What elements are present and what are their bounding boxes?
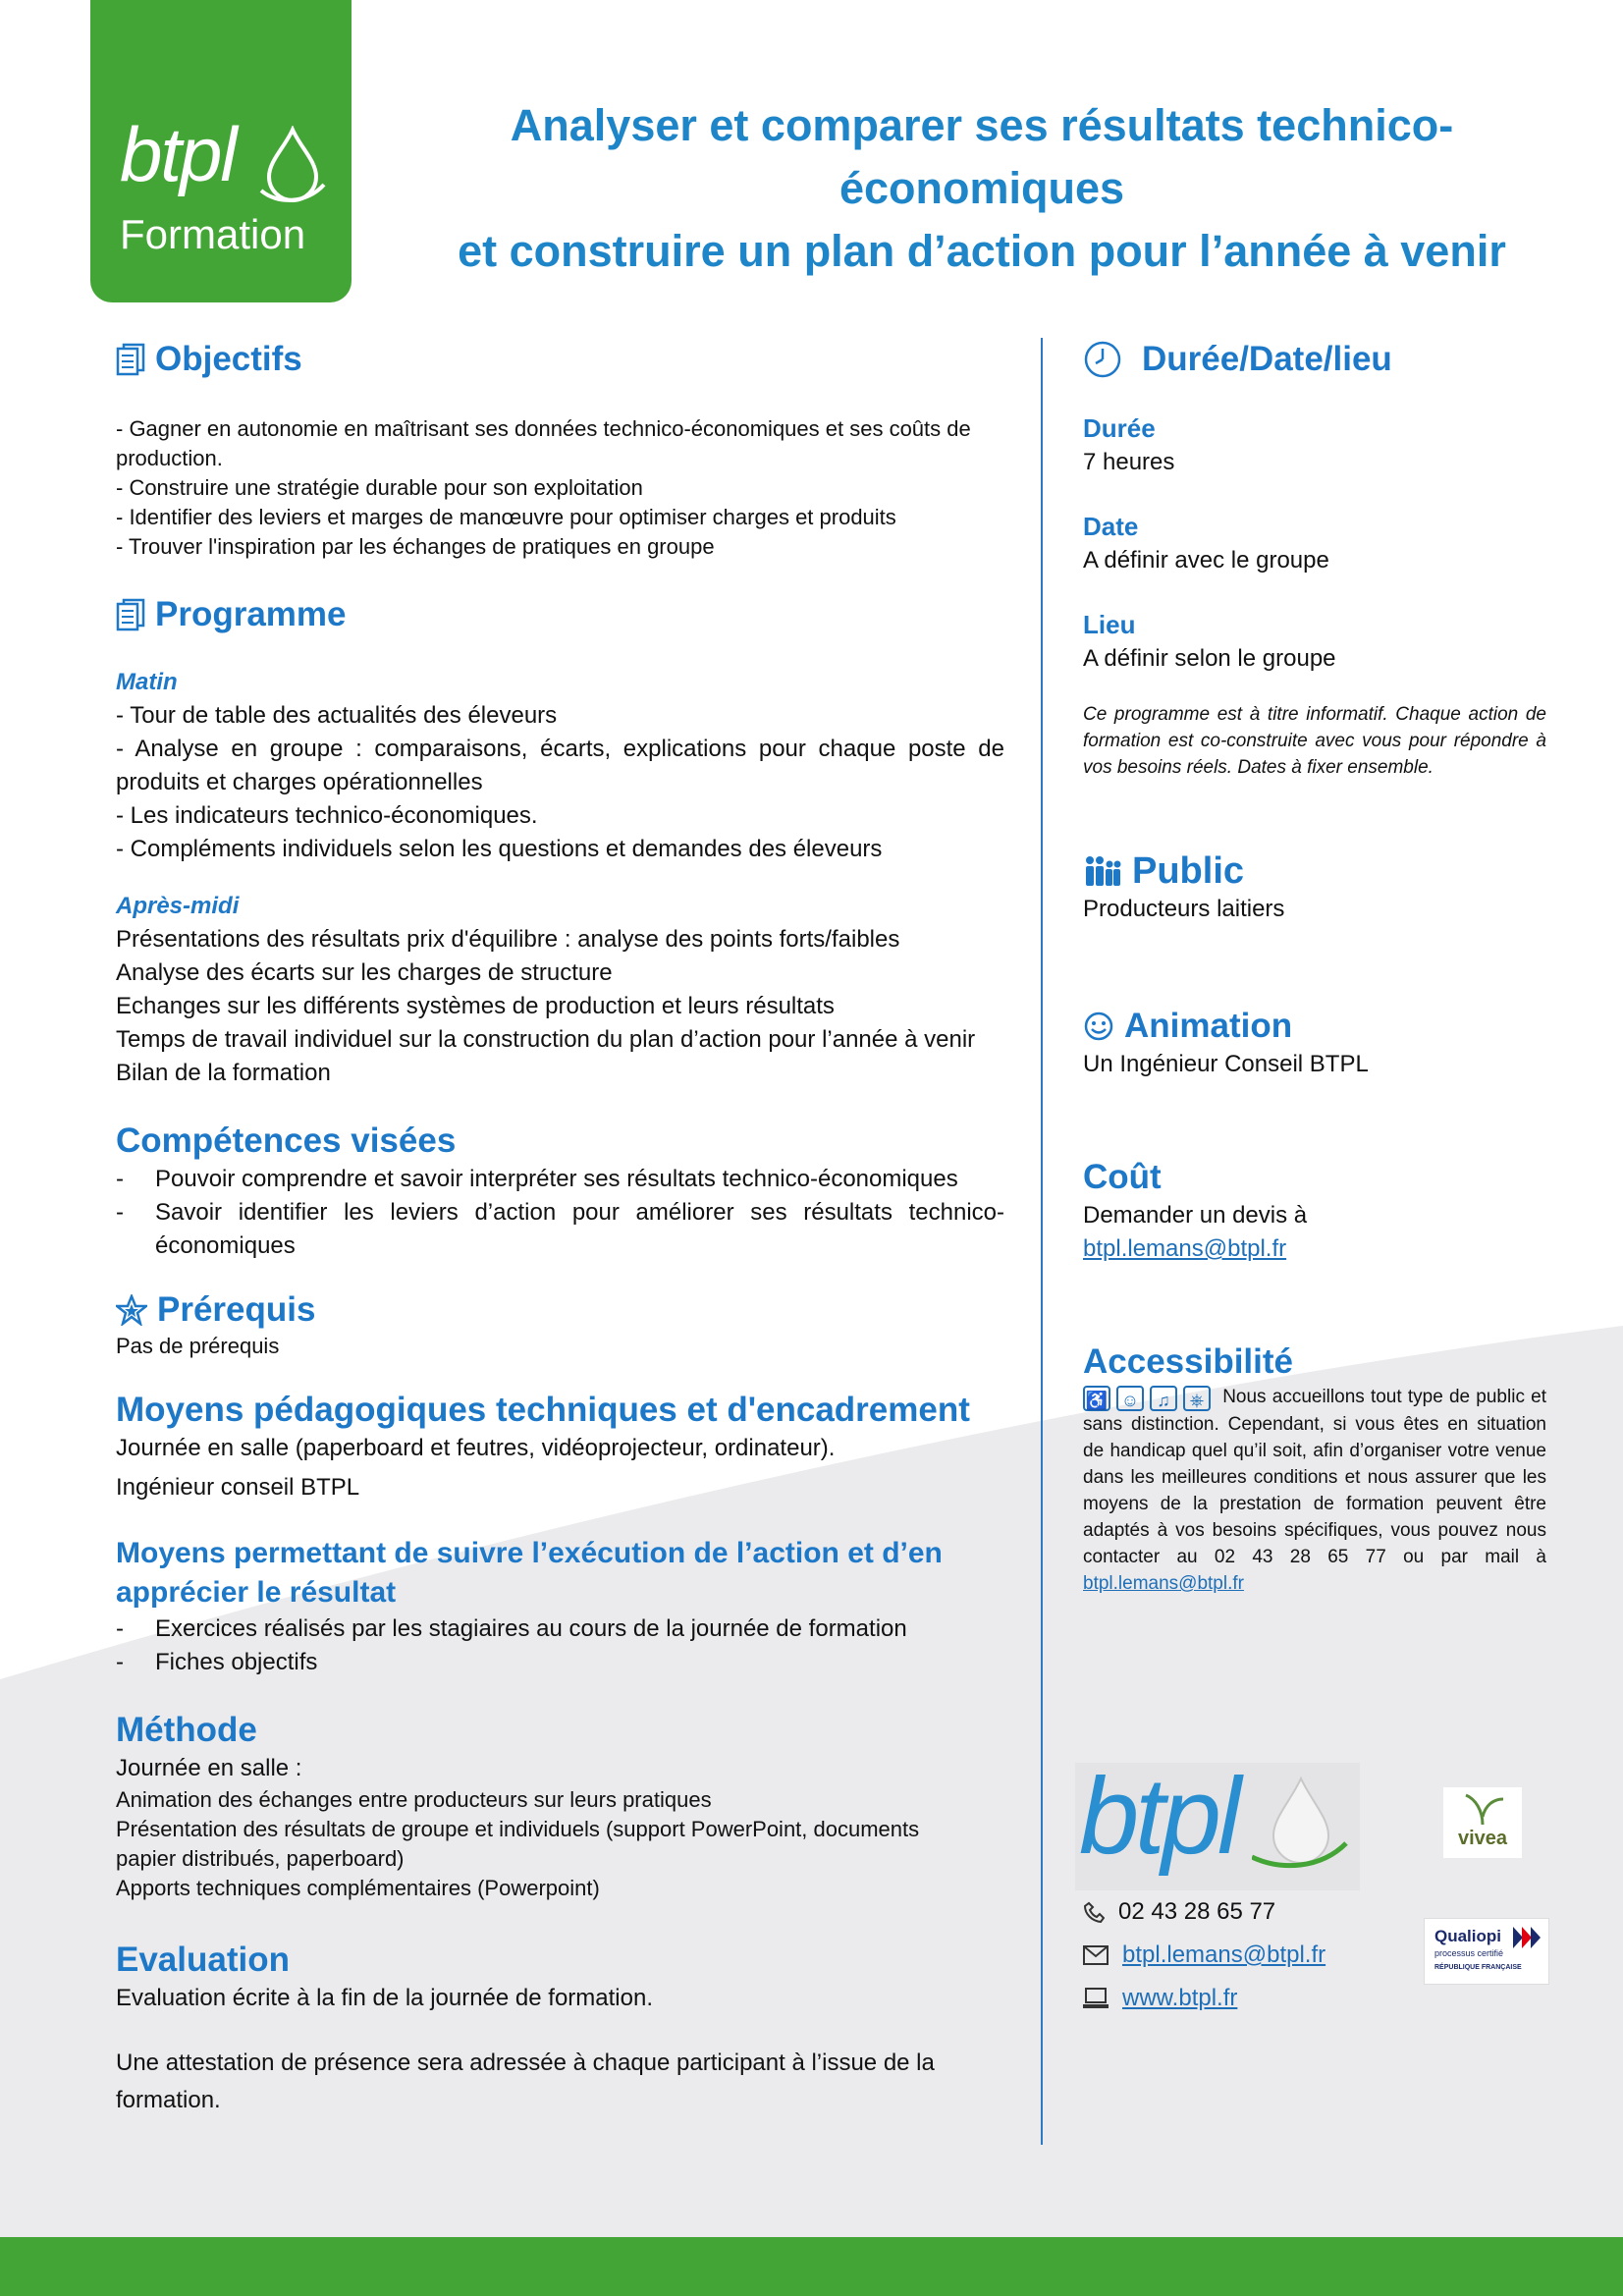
public-value: Producteurs laitiers <box>1083 896 1285 922</box>
qualiopi-subtext: processus certifié <box>1434 1948 1504 1958</box>
evaluation-heading <box>116 1939 1004 1982</box>
footer-bar <box>0 2237 1623 2296</box>
duree-heading <box>1083 338 1546 381</box>
objectif-item: - Trouver l'inspiration par les échanges de pratiques en groupe <box>116 534 715 559</box>
document-icon <box>116 598 145 631</box>
leaf-icon <box>1458 1787 1507 1827</box>
duree-heading-text: Durée/Date/lieu <box>1142 340 1392 378</box>
drop-icon <box>257 126 328 204</box>
accessibilite-heading-text: Accessibilité <box>1083 1342 1293 1381</box>
ear-icon: ⎈ <box>1183 1386 1211 1411</box>
suivi-item: - Exercices réalisés par les stagiaires au cours de la journée de formation <box>116 1613 1004 1646</box>
methode-heading-text: Méthode <box>116 1711 257 1749</box>
btpl-logo <box>1075 1756 1360 1890</box>
competence-item: - Pouvoir comprendre et savoir interpréter ses résultats technico-économiques <box>116 1163 1004 1196</box>
methode-item: Animation des échanges entre producteurs sur leurs pratiques <box>116 1787 712 1812</box>
cout-line: Demander un devis à <box>1083 1202 1308 1229</box>
lieu-value: A définir selon le groupe <box>1083 645 1336 672</box>
qualiopi-logo <box>1424 1918 1549 1985</box>
contact-email-link[interactable]: btpl.lemans@btpl.fr <box>1122 1941 1326 1968</box>
evaluation-heading-text: Evaluation <box>116 1941 290 1979</box>
vivea-text: vivea <box>1457 1828 1508 1849</box>
matin-list <box>116 699 1004 866</box>
matin-label: Matin <box>116 669 178 695</box>
methode-heading <box>116 1709 1004 1752</box>
duree-label: Durée <box>1083 413 1156 443</box>
accessibilite-text: Nous accueillons tout type de public et sans distinction. Cependant, si vous êtes en situation de handicap quel qu’il soit, afin d’organiser votre venue dans les meilleures conditions et nous assurer que les moyens de la prestation de formation peuvent être adaptés à vos besoins spécifiques, vous pouvez nous contacter au 02 43 28 65 77 ou par mail à <box>1083 1387 1546 1567</box>
column-divider <box>1041 338 1043 2145</box>
competences-heading <box>116 1120 1004 1163</box>
title-line-1: Analyser et comparer ses résultats technico-économiques <box>510 100 1454 213</box>
objectif-item: - Gagner en autonomie en maîtrisant ses données technico-économiques et ses coûts de production. <box>116 416 971 470</box>
objectifs-heading <box>116 338 1004 381</box>
cout-email-link[interactable]: btpl.lemans@btpl.fr <box>1083 1235 1287 1262</box>
website-row <box>1083 1977 1325 2020</box>
drop-icon <box>1252 1773 1350 1881</box>
animation-value: Un Ingénieur Conseil BTPL <box>1083 1051 1369 1077</box>
cout-heading <box>1083 1156 1546 1199</box>
moyens-heading <box>116 1389 1004 1432</box>
competence-item: - Savoir identifier les leviers d’action pour améliorer ses résultats technico-économiques <box>116 1196 1004 1263</box>
head-profile-icon: ☺ <box>1116 1386 1144 1411</box>
suivi-item: - Fiches objectifs <box>116 1646 1004 1679</box>
accessibilite-text-block <box>1083 1384 1546 1597</box>
prerequis-text: Pas de prérequis <box>116 1334 280 1358</box>
prerequis-heading-text: Prérequis <box>157 1290 316 1329</box>
apres-midi-item: Temps de travail individuel sur la construction du plan d’action pour l’année à venir <box>116 1026 976 1053</box>
qualiopi-text: Qualiopi <box>1434 1927 1501 1945</box>
methode-intro: Journée en salle : <box>116 1755 302 1781</box>
methode-item: Présentation des résultats de groupe et individuels (support PowerPoint, documents papier distribués, paperboard) <box>116 1817 920 1871</box>
moyens-heading-text: Moyens pédagogiques techniques et d'encadrement <box>116 1391 970 1429</box>
suivi-heading-text: Moyens permettant de suivre l’exécution de l’action et d’en apprécier le résultat <box>116 1537 943 1609</box>
programme-heading-text: Programme <box>155 595 347 633</box>
apres-midi-list <box>116 923 1004 1090</box>
accessibilite-email-link[interactable]: btpl.lemans@btpl.fr <box>1083 1573 1244 1594</box>
right-column <box>1083 338 1546 1597</box>
title-line-2: et construire un plan d’action pour l’année à venir <box>458 226 1506 276</box>
logo-subtitle: Formation <box>120 211 306 257</box>
moyens-line-2: Ingénieur conseil BTPL <box>116 1474 360 1501</box>
logo-word: btpl <box>120 111 236 197</box>
vivea-logo <box>1443 1787 1522 1858</box>
btpl-formation-logo <box>90 0 352 302</box>
public-heading <box>1083 849 1546 893</box>
objectif-item: - Identifier des leviers et marges de manœuvre pour optimiser charges et produits <box>116 505 896 529</box>
cout-heading-text: Coût <box>1083 1158 1162 1196</box>
email-row <box>1083 1934 1325 1977</box>
accessibilite-heading <box>1083 1340 1546 1384</box>
hearing-icon: ♫ <box>1150 1386 1177 1411</box>
duree-value: 7 heures <box>1083 449 1175 475</box>
animation-heading-text: Animation <box>1124 1007 1293 1045</box>
apres-midi-item: Analyse des écarts sur les charges de structure <box>116 959 613 986</box>
objectifs-list <box>116 414 1004 562</box>
smiley-icon <box>1083 1011 1114 1042</box>
contact-block <box>1083 1890 1325 2020</box>
btpl-logo-word: btpl <box>1079 1756 1238 1877</box>
clock-icon <box>1083 340 1122 379</box>
matin-item: - Les indicateurs technico-économiques. <box>116 802 538 829</box>
phone-row <box>1083 1890 1325 1934</box>
computer-icon <box>1083 1988 1109 2009</box>
matin-item: - Analyse en groupe : comparaisons, écarts, explications pour chaque poste de produits et charges opérationnelles <box>116 736 1004 795</box>
methode-list <box>116 1785 1004 1903</box>
public-heading-text: Public <box>1132 850 1245 892</box>
prerequis-heading <box>116 1288 1004 1332</box>
competences-heading-text: Compétences visées <box>116 1121 457 1160</box>
arrows-icon <box>1513 1927 1541 1948</box>
date-label: Date <box>1083 512 1139 541</box>
evaluation-line-2: Une attestation de présence sera adressée à chaque participant à l’issue de la formation. <box>116 2050 935 2113</box>
envelope-icon <box>1083 1945 1109 1965</box>
lieu-label: Lieu <box>1083 610 1136 639</box>
phone-icon <box>1083 1901 1105 1923</box>
suivi-heading <box>116 1534 1004 1613</box>
objectif-item: - Construire une stratégie durable pour son exploitation <box>116 475 643 500</box>
apres-midi-item: Echanges sur les différents systèmes de production et leurs résultats <box>116 993 835 1019</box>
moyens-line-1: Journée en salle (paperboard et feutres, vidéoprojecteur, ordinateur). <box>116 1435 836 1461</box>
people-icon <box>1083 854 1122 888</box>
qualiopi-rf: RÉPUBLIQUE FRANÇAISE <box>1434 1964 1522 1971</box>
objectifs-heading-text: Objectifs <box>155 340 302 378</box>
star-icon <box>116 1294 147 1326</box>
evaluation-line-1: Evaluation écrite à la fin de la journée de formation. <box>116 1985 653 2011</box>
programme-note: Ce programme est à titre informatif. Chaque action de formation est co-construite avec vous pour répondre à vos besoins réels. Dates à fixer ensemble. <box>1083 704 1546 778</box>
page-title <box>373 94 1591 283</box>
programme-heading <box>116 593 1004 636</box>
suivi-list <box>116 1613 1004 1679</box>
matin-item: - Compléments individuels selon les questions et demandes des éleveurs <box>116 836 883 862</box>
competences-list <box>116 1163 1004 1263</box>
wheelchair-icon: ♿ <box>1083 1386 1110 1411</box>
matin-item: - Tour de table des actualités des éleveurs <box>116 702 558 729</box>
website-link[interactable]: www.btpl.fr <box>1122 1985 1238 2011</box>
apres-midi-label: Après-midi <box>116 893 240 919</box>
methode-item: Apports techniques complémentaires (Powerpoint) <box>116 1876 600 1900</box>
animation-heading <box>1083 1005 1546 1048</box>
apres-midi-item: Bilan de la formation <box>116 1060 331 1086</box>
date-value: A définir avec le groupe <box>1083 547 1329 574</box>
phone-number: 02 43 28 65 77 <box>1118 1898 1276 1925</box>
document-icon <box>116 343 145 376</box>
left-column <box>116 338 1004 2119</box>
apres-midi-item: Présentations des résultats prix d'équilibre : analyse des points forts/faibles <box>116 926 900 953</box>
